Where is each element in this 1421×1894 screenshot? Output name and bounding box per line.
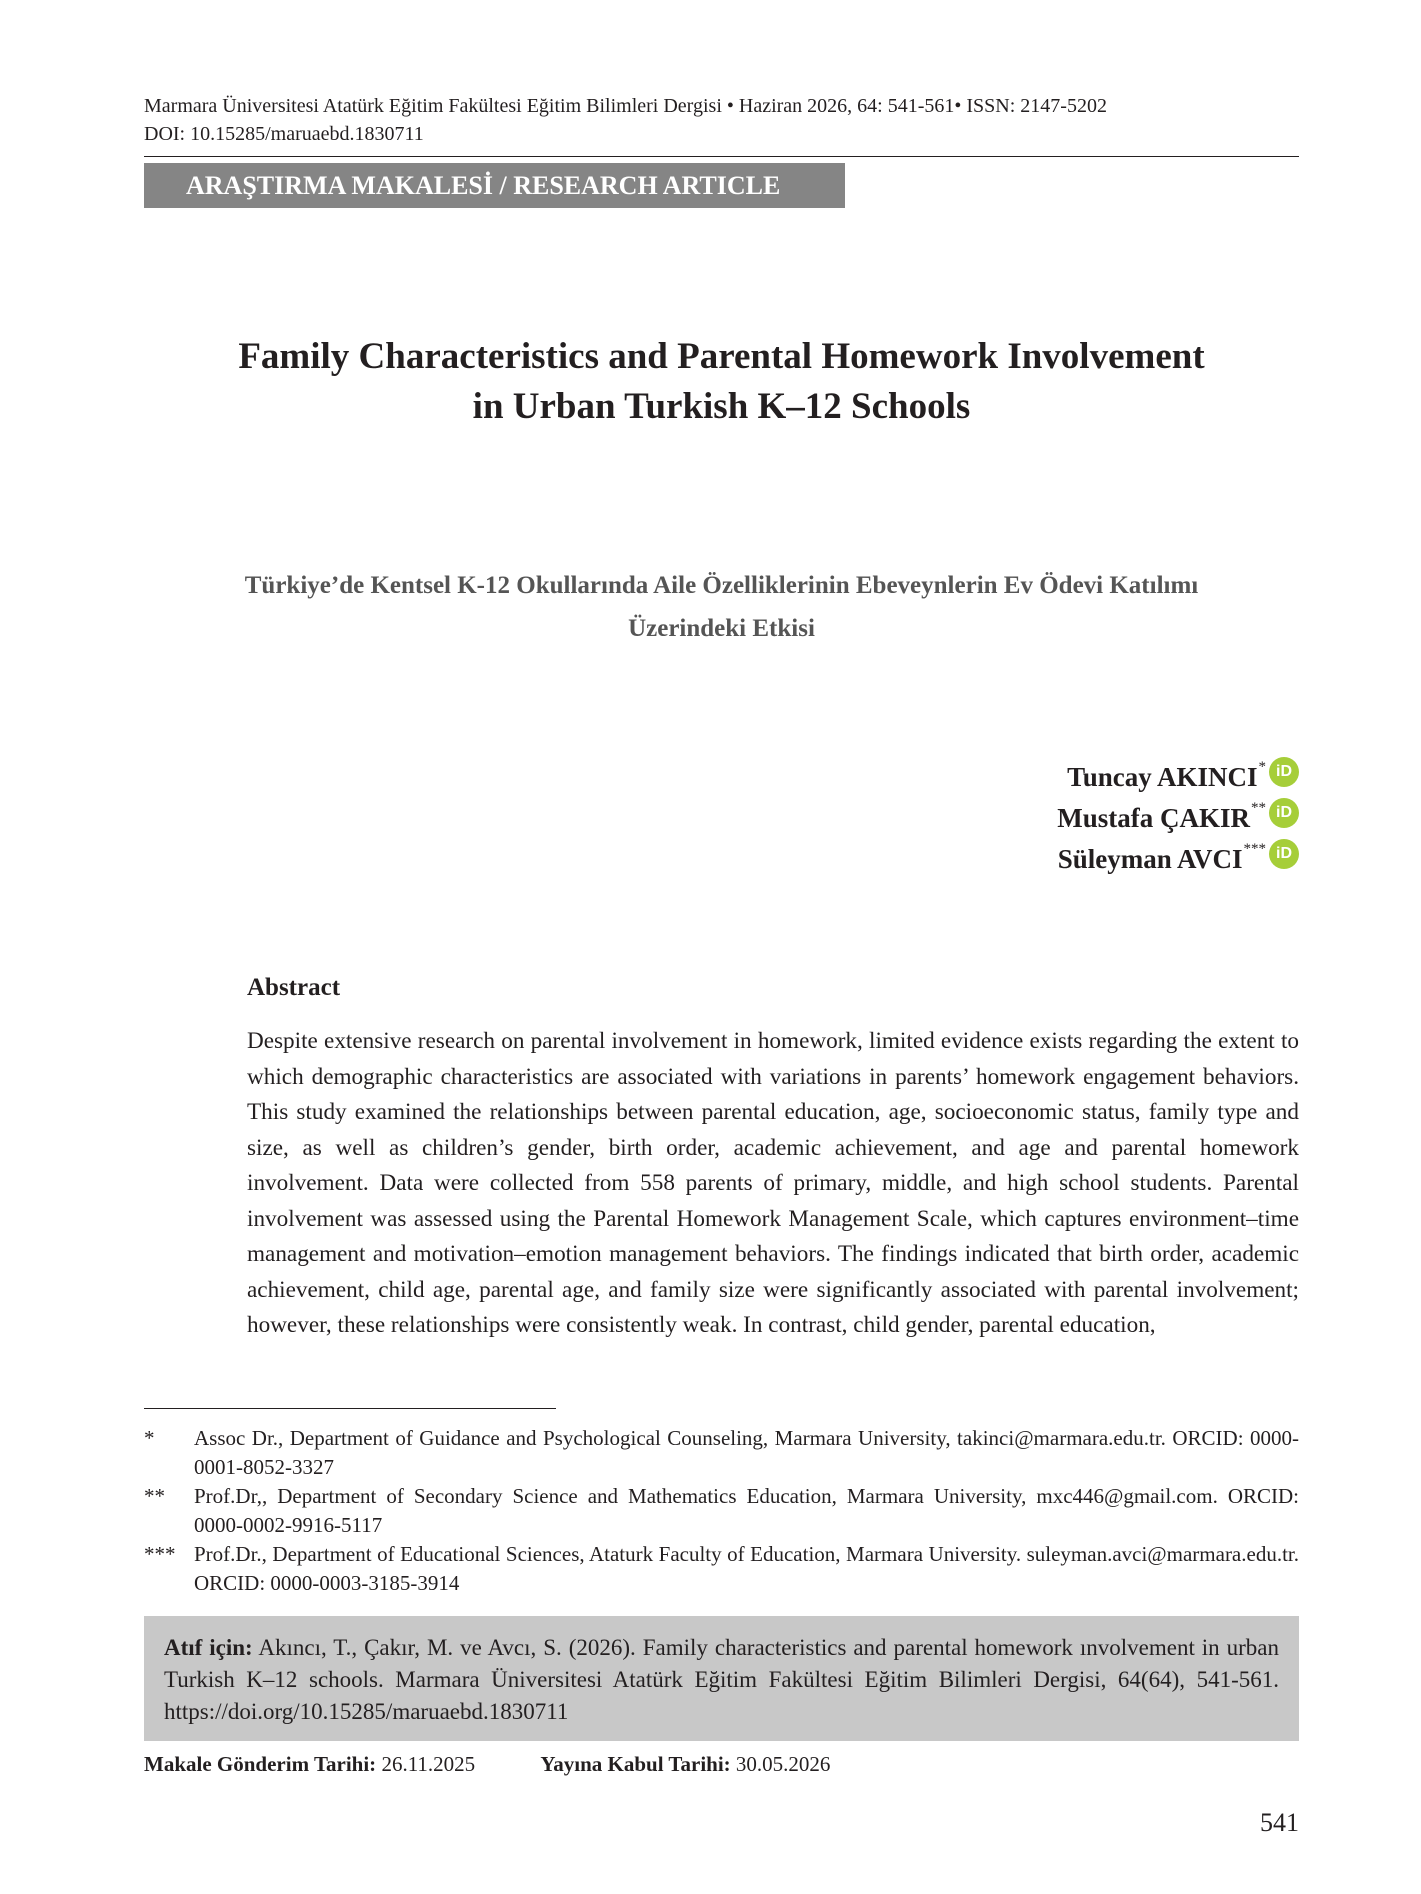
author-avci <box>1057 839 1299 880</box>
article-title <box>144 332 1299 432</box>
acceptance-date <box>540 1752 830 1776</box>
acceptance-date-value: 30.05.2026 <box>735 1752 831 1776</box>
footnote-1 <box>144 1424 1299 1482</box>
footnote-text: Prof.Dr., Department of Educational Sciences, Ataturk Faculty of Education, Marmara University. suleyman.avci@marmara.edu.tr. ORCID: 0000-0003-3185-3914 <box>194 1542 1299 1595</box>
citation-text: Akıncı, T., Çakır, M. ve Avcı, S. (2026). Family characteristics and parental homework ınvolvement in urban Turkish K–12 schools. Marmara Üniversitesi Atatürk Eğitim Fakültesi Eğitim Bilimleri Dergisi, 64(64), 541-561. https://doi.org/10.15285/maruaebd.1830711 <box>164 1635 1279 1724</box>
submission-date <box>144 1752 475 1776</box>
author-footnote-mark: ** <box>1251 800 1266 816</box>
acceptance-date-label: Yayına Kabul Tarihi: <box>540 1752 731 1776</box>
abstract-heading: Abstract <box>247 974 341 1001</box>
citation-box <box>144 1616 1299 1741</box>
footnote-mark: * <box>144 1426 155 1450</box>
article-type-banner: ARAŞTIRMA MAKALESİ / RESEARCH ARTICLE <box>144 163 845 208</box>
footnote-mark: *** <box>144 1542 176 1566</box>
article-title-turkish <box>144 564 1299 650</box>
turkish-title-line-2: Üzerindeki Etkisi <box>628 615 815 642</box>
footnote-3 <box>144 1540 1299 1598</box>
abstract-body: Despite extensive research on parental involvement in homework, limited evidence exists regarding the extent to which demographic characteristics are associated with variations in parents’ homework engagement behaviors. This study examined the relationships between parental education, age, socioeconomic status, family type and size, as well as children’s gender, birth order, academic achievement, and age and parental homework involvement. Data were collected from 558 parents of primary, middle, and high school students. Parental involvement was assessed using the Parental Homework Management Scale, which captures environment–time management and motivation–emotion management behaviors. The findings indicated that birth order, academic achievement, child age, parental age, and family size were significantly associated with parental involvement; however, these relationships were consistently weak. In contrast, child gender, parental education, <box>247 1028 1299 1338</box>
journal-header: Marmara Üniversitesi Atatürk Eğitim Fakültesi Eğitim Bilimleri Dergisi • Haziran 2026, 64: 541-561• ISSN: 2147-5202 <box>144 95 1107 117</box>
article-title-line-2: in Urban Turkish K–12 Schools <box>472 386 971 427</box>
footnote-text: Assoc Dr., Department of Guidance and Psychological Counseling, Marmara University, takinci@marmara.edu.tr. ORCID: 0000-0001-8052-3327 <box>194 1426 1299 1479</box>
submission-date-label: Makale Gönderim Tarihi: <box>144 1752 377 1776</box>
doi-line: DOI: 10.15285/maruaebd.1830711 <box>144 123 424 145</box>
header-rule <box>144 156 1299 157</box>
submission-date-value: 26.11.2025 <box>381 1752 476 1776</box>
author-name: Mustafa ÇAKIR <box>1057 803 1250 833</box>
footnote-rule <box>144 1408 556 1409</box>
footnote-2 <box>144 1482 1299 1540</box>
orcid-icon[interactable]: iD <box>1269 757 1299 787</box>
author-footnote-mark: *** <box>1243 841 1266 857</box>
turkish-title-line-1: Türkiye’de Kentsel K-12 Okullarında Aile Özelliklerinin Ebeveynlerin Ev Ödevi Katılımı <box>244 572 1199 599</box>
article-dates <box>144 1749 830 1779</box>
article-title-line-1: Family Characteristics and Parental Homework Involvement <box>238 336 1205 377</box>
author-name: Tuncay AKINCI <box>1067 762 1258 792</box>
author-footnote-mark: * <box>1258 759 1266 775</box>
footnotes <box>144 1424 1299 1598</box>
orcid-icon[interactable]: iD <box>1269 839 1299 869</box>
footnote-mark: ** <box>144 1484 165 1508</box>
orcid-icon[interactable]: iD <box>1269 798 1299 828</box>
footnote-text: Prof.Dr,, Department of Secondary Science and Mathematics Education, Marmara University, mxc446@gmail.com. ORCID: 0000-0002-9916-5117 <box>194 1484 1299 1537</box>
citation-label: Atıf için: <box>164 1635 253 1660</box>
page-number: 541 <box>1260 1808 1299 1837</box>
author-list <box>1057 757 1299 880</box>
author-name: Süleyman AVCI <box>1057 844 1243 874</box>
